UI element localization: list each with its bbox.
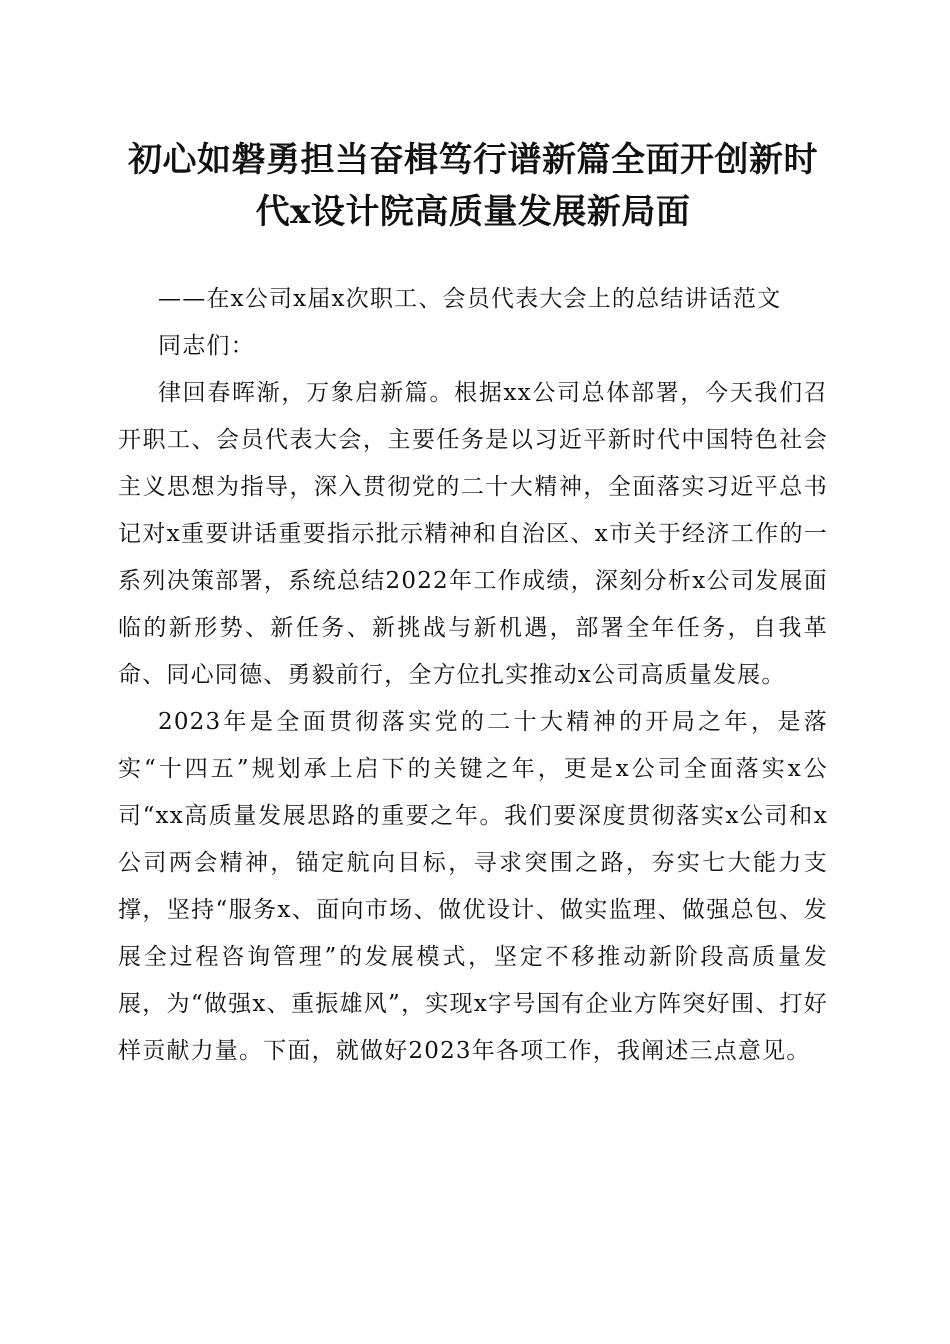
document-body xyxy=(118,276,828,1075)
paragraph-1: 律回春晖渐，万象启新篇。根据xx公司总体部署，今天我们召开职工、会员代表大会，主要任务是以习近平新时代中国特色社会主义思想为指导，深入贯彻党的二十大精神，全面落实习近平总书记对x重要讲话重要指示批示精神和自治区、x市关于经济工作的一系列决策部署，系统总结2022年工作成绩，深刻分析x公司发展面临的新形势、新任务、新挑战与新机遇，部署全年任务，自我革命、同心同德、勇毅前行，全方位扎实推动x公司高质量发展。 xyxy=(118,380,828,688)
document-title: 初心如磐勇担当奋楫笃行谱新篇全面开创新时代x设计院高质量发展新局面 xyxy=(128,140,818,232)
document-subtitle: ——在x公司x届x次职工、会员代表大会上的总结讲话范文 xyxy=(158,286,782,312)
salutation: 同志们： xyxy=(158,333,255,359)
paragraph-2: 2023年是全面贯彻落实党的二十大精神的开局之年，是落实“十四五”规划承上启下的关键之年，更是x公司全面落实x公司“xx高质量发展思路的重要之年。我们要深度贯彻落实x公司和x公司两会精神，锚定航向目标，寻求突围之路，夯实七大能力支撑，坚持“服务x、面向市场、做优设计、做实监理、做强总包、发展全过程咨询管理”的发展模式，坚定不移推动新阶段高质量发展，为“做强x、重振雄风”，实现x字号国有企业方阵突好围、打好样贡献力量。下面，就做好2023年各项工作，我阐述三点意见。 xyxy=(118,709,828,1064)
